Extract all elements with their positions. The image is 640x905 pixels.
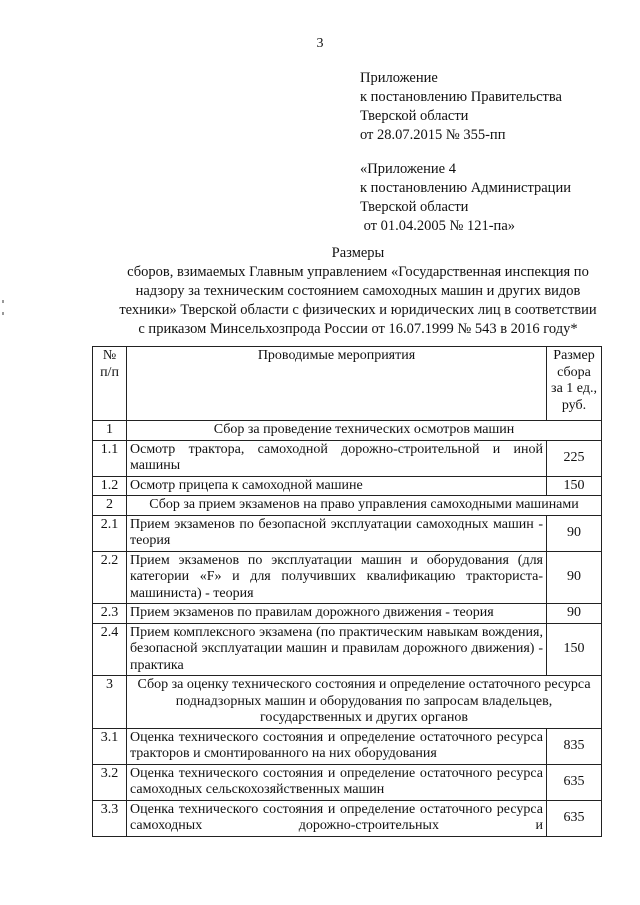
fees-table bbox=[92, 346, 602, 837]
table-row bbox=[93, 764, 602, 800]
scan-mark bbox=[2, 312, 4, 315]
table-row bbox=[93, 515, 602, 551]
section-title: Сбор за проведение технических осмотров машин bbox=[127, 421, 602, 441]
fee-value: 635 bbox=[547, 764, 602, 800]
row-number: 2 bbox=[93, 496, 127, 516]
scan-mark bbox=[2, 300, 4, 303]
appendix-line: от 28.07.2015 № 355-пп bbox=[360, 127, 506, 143]
fee-value: 835 bbox=[547, 728, 602, 764]
table-row bbox=[93, 476, 602, 496]
table-row bbox=[93, 551, 602, 604]
fee-value: 225 bbox=[547, 440, 602, 476]
appendix-line: Приложение bbox=[360, 70, 438, 86]
table-header-row bbox=[93, 347, 602, 421]
activity-description: Осмотр трактора, самоходной дорожно-строительной и иной машины bbox=[127, 440, 547, 476]
row-number: 3 bbox=[93, 676, 127, 729]
row-number: 2.4 bbox=[93, 623, 127, 676]
appendix-line: Тверской области bbox=[360, 199, 469, 215]
activity-description: Оценка технического состояния и определение остаточного ресурса самоходных сельскохозяйственных машин bbox=[127, 764, 547, 800]
row-number: 2.2 bbox=[93, 551, 127, 604]
activity-description: Оценка технического состояния и определение остаточного ресурса самоходных дорожно-строительных и bbox=[127, 800, 547, 836]
section-title: Сбор за оценку технического состояния и определение остаточного ресурса поднадзорных машин и оборудования по запросам владельцев, государственных и других органов bbox=[127, 676, 602, 729]
appendix-line: Тверской области bbox=[360, 108, 469, 124]
header-fee: Размер сбора за 1 ед., руб. bbox=[547, 347, 602, 421]
row-number: 2.3 bbox=[93, 604, 127, 624]
appendix-line: к постановлению Администрации bbox=[360, 180, 571, 196]
fee-value: 90 bbox=[547, 551, 602, 604]
table-body bbox=[93, 421, 602, 837]
section-title: Сбор за прием экзаменов на право управления самоходными машинами bbox=[127, 496, 602, 516]
heading-line: надзору за техническим состоянием самоходных машин и других видов bbox=[135, 283, 581, 299]
activity-description: Оценка технического состояния и определение остаточного ресурса тракторов и смонтированного на них оборудования bbox=[127, 728, 547, 764]
row-number: 3.1 bbox=[93, 728, 127, 764]
appendix-line: от 01.04.2005 № 121-па» bbox=[360, 218, 516, 234]
table-row bbox=[93, 800, 602, 836]
fee-value: 150 bbox=[547, 623, 602, 676]
fee-value: 90 bbox=[547, 604, 602, 624]
row-number: 3.2 bbox=[93, 764, 127, 800]
section-row bbox=[93, 421, 602, 441]
fee-value: 90 bbox=[547, 515, 602, 551]
section-row bbox=[93, 496, 602, 516]
appendix-line: к постановлению Правительства bbox=[360, 89, 562, 105]
table-row bbox=[93, 440, 602, 476]
activity-description: Прием экзаменов по эксплуатации машин и оборудования (для категории «F» и для получивших квалификацию тракториста-машиниста) - теория bbox=[127, 551, 547, 604]
table-row bbox=[93, 623, 602, 676]
fee-value: 635 bbox=[547, 800, 602, 836]
appendix-reference-block bbox=[360, 160, 571, 236]
heading-title: Размеры bbox=[331, 245, 385, 261]
table-row bbox=[93, 728, 602, 764]
row-number: 3.3 bbox=[93, 800, 127, 836]
header-activity: Проводимые мероприятия bbox=[127, 347, 547, 421]
appendix-line: «Приложение 4 bbox=[360, 161, 456, 177]
appendix-main-block bbox=[360, 69, 562, 145]
row-number: 1.1 bbox=[93, 440, 127, 476]
section-row bbox=[93, 676, 602, 729]
activity-description: Прием экзаменов по правилам дорожного движения - теория bbox=[127, 604, 547, 624]
row-number: 1 bbox=[93, 421, 127, 441]
activity-description: Осмотр прицепа к самоходной машине bbox=[127, 476, 547, 496]
activity-description: Прием экзаменов по безопасной эксплуатации самоходных машин - теория bbox=[127, 515, 547, 551]
heading-line: техники» Тверской области с физических и юридических лиц в соответствии bbox=[119, 302, 597, 318]
heading-line: с приказом Минсельхозпрода России от 16.07.1999 № 543 в 2016 году* bbox=[138, 321, 578, 337]
table-row bbox=[93, 604, 602, 624]
document-heading bbox=[90, 244, 626, 339]
fee-value: 150 bbox=[547, 476, 602, 496]
row-number: 1.2 bbox=[93, 476, 127, 496]
header-number: № п/п bbox=[93, 347, 127, 421]
page-number: 3 bbox=[316, 36, 324, 51]
activity-description: Прием комплексного экзамена (по практическим навыкам вождения, безопасной эксплуатации машин и правилам дорожного движения) - практика bbox=[127, 623, 547, 676]
heading-line: сборов, взимаемых Главным управлением «Государственная инспекция по bbox=[127, 264, 589, 280]
row-number: 2.1 bbox=[93, 515, 127, 551]
